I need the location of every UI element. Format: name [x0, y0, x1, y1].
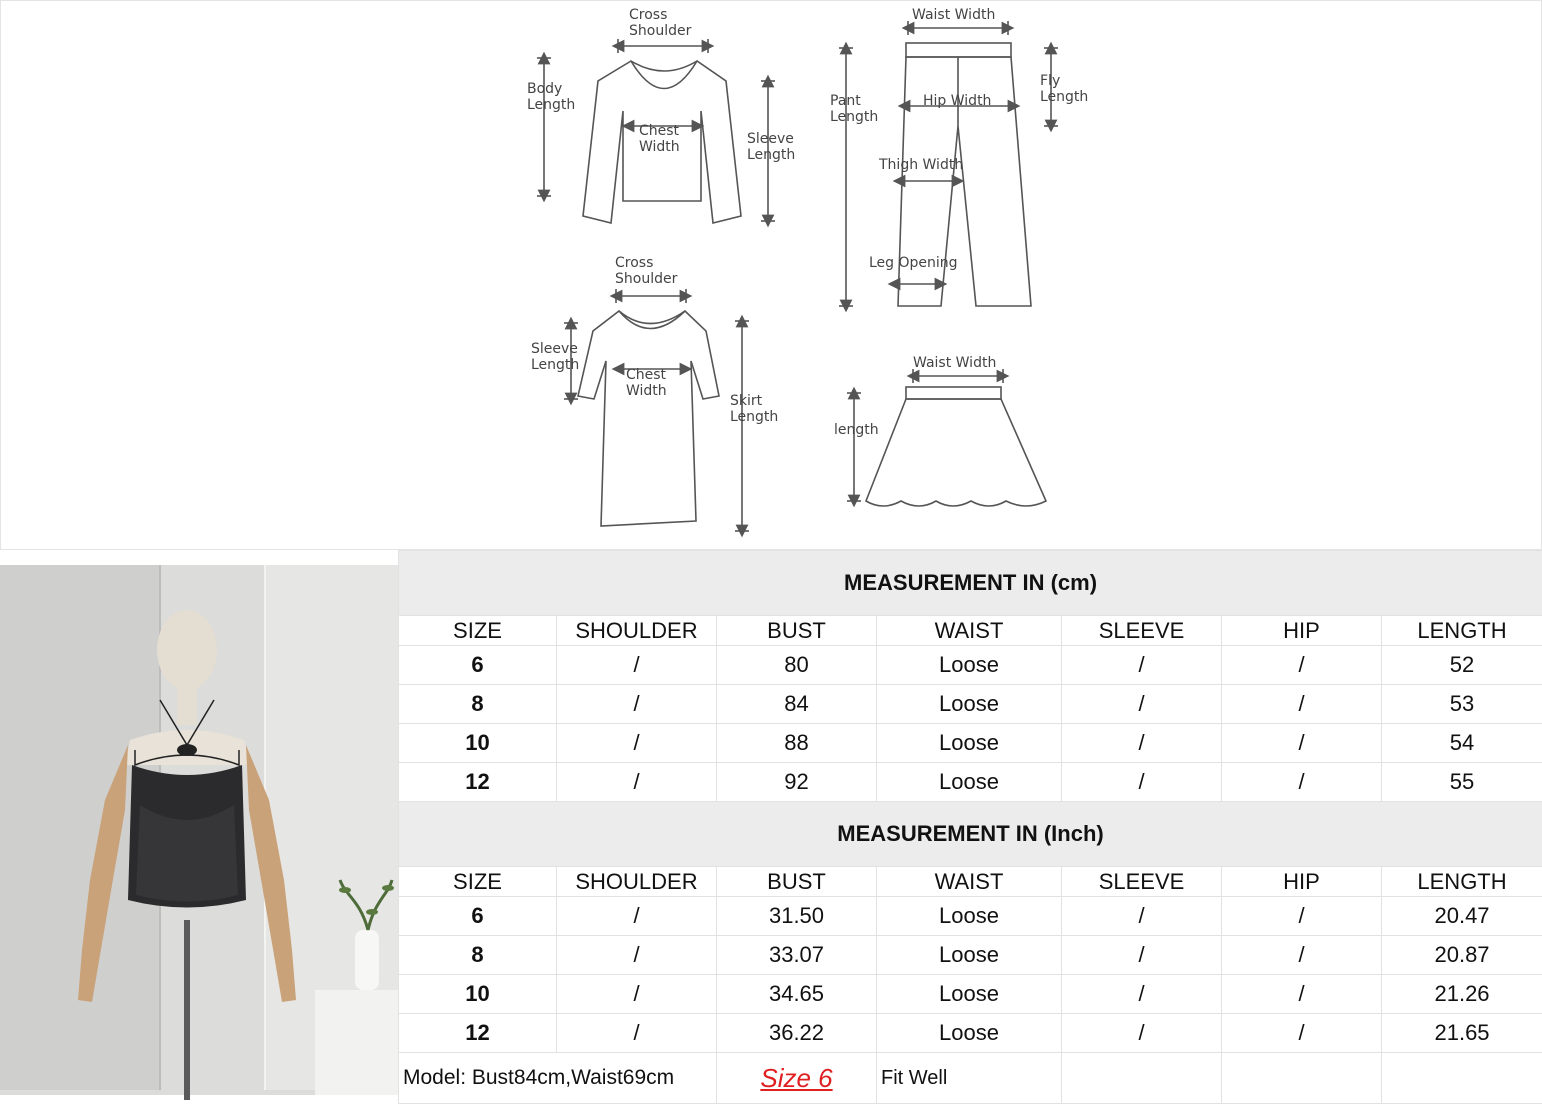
dress-label: Skirt [730, 393, 763, 409]
table-cell: 88 [717, 724, 877, 763]
pants-label: Length [1040, 89, 1088, 105]
size-cell: 6 [399, 646, 557, 685]
table-header-row [399, 867, 1542, 897]
table-title-cm: MEASUREMENT IN (cm) [399, 551, 1542, 616]
model-fit: Fit Well [877, 1053, 1062, 1104]
size-cell: 6 [399, 897, 557, 936]
column-header: SIZE [399, 616, 557, 646]
table-cell: 53 [1382, 685, 1542, 724]
table-cell: / [1222, 763, 1382, 802]
dress-label: Cross [615, 255, 653, 271]
skirt-label: length [834, 422, 879, 438]
empty-cell [1222, 1053, 1382, 1104]
dress-diagram [564, 289, 749, 531]
table-cell: / [1222, 646, 1382, 685]
column-header: LENGTH [1382, 616, 1542, 646]
table-row [399, 897, 1542, 936]
column-header: BUST [717, 867, 877, 897]
table-cell: 36.22 [717, 1014, 877, 1053]
table-cell: / [1222, 897, 1382, 936]
dress-label: Width [626, 383, 667, 399]
table-cell: / [1062, 897, 1222, 936]
shirt-label: Sleeve [747, 131, 794, 147]
dress-label: Shoulder [615, 271, 678, 287]
table-header-row [399, 616, 1542, 646]
table-row [399, 1014, 1542, 1053]
table-cell: Loose [877, 975, 1062, 1014]
column-header: SIZE [399, 867, 557, 897]
column-header: SHOULDER [557, 616, 717, 646]
size-cell: 8 [399, 936, 557, 975]
shirt-label: Chest [639, 123, 680, 139]
table-cell: 20.87 [1382, 936, 1542, 975]
table-cell: / [557, 685, 717, 724]
column-header: SHOULDER [557, 867, 717, 897]
table-cell: 31.50 [717, 897, 877, 936]
table-cell: Loose [877, 936, 1062, 975]
size-cell: 12 [399, 763, 557, 802]
table-cell: / [1062, 936, 1222, 975]
table-cell: 52 [1382, 646, 1542, 685]
size-cell: 10 [399, 724, 557, 763]
model-measurements: Model: Bust84cm,Waist69cm [399, 1053, 717, 1104]
table-cell: Loose [877, 724, 1062, 763]
pants-label: Waist Width [912, 7, 995, 23]
table-cell: 84 [717, 685, 877, 724]
shirt-label: Length [527, 97, 575, 113]
size-cell: 8 [399, 685, 557, 724]
table-cell: 92 [717, 763, 877, 802]
table-cell: / [1222, 685, 1382, 724]
shirt-label: Width [639, 139, 680, 155]
table-cell: / [557, 763, 717, 802]
product-photo [0, 550, 398, 1105]
column-header: SLEEVE [1062, 867, 1222, 897]
table-cell: / [1062, 1014, 1222, 1053]
pants-label: Fly [1040, 73, 1060, 89]
table-cell: Loose [877, 646, 1062, 685]
table-cell: / [557, 936, 717, 975]
pants-label: Hip Width [923, 93, 991, 109]
pants-label: Leg Opening [869, 255, 958, 271]
model-info-row [399, 1053, 1542, 1104]
empty-cell [1382, 1053, 1542, 1104]
column-header: WAIST [877, 616, 1062, 646]
table-cell: / [1222, 724, 1382, 763]
measurement-diagram-panel [0, 0, 1542, 550]
table-cell: 34.65 [717, 975, 877, 1014]
dress-label: Length [531, 357, 579, 373]
table-cell: 21.26 [1382, 975, 1542, 1014]
table-cell: / [1062, 763, 1222, 802]
table-cell: 54 [1382, 724, 1542, 763]
table-cell: / [1062, 646, 1222, 685]
table-row [399, 763, 1542, 802]
shirt-label: Length [747, 147, 795, 163]
table-cell: / [1222, 1014, 1382, 1053]
skirt-label: Waist Width [913, 355, 996, 371]
table-cell: 21.65 [1382, 1014, 1542, 1053]
table-cell: / [557, 1014, 717, 1053]
size-chart-table [398, 550, 1542, 1104]
mannequin-photo-illustration [0, 550, 398, 1105]
table-cell: / [557, 724, 717, 763]
column-header: HIP [1222, 867, 1382, 897]
column-header: BUST [717, 616, 877, 646]
empty-cell [1062, 1053, 1222, 1104]
column-header: WAIST [877, 867, 1062, 897]
shirt-label: Shoulder [629, 23, 692, 39]
table-title-row [399, 802, 1542, 867]
model-size: Size 6 [717, 1053, 877, 1104]
table-cell: 80 [717, 646, 877, 685]
pants-label: Length [830, 109, 878, 125]
table-cell: / [1222, 975, 1382, 1014]
column-header: LENGTH [1382, 867, 1542, 897]
size-cell: 10 [399, 975, 557, 1014]
table-cell: 33.07 [717, 936, 877, 975]
pants-label: Pant [830, 93, 861, 109]
table-cell: / [557, 646, 717, 685]
table-cell: Loose [877, 685, 1062, 724]
table-cell: / [557, 975, 717, 1014]
column-header: HIP [1222, 616, 1382, 646]
table-cell: / [1062, 724, 1222, 763]
shirt-label: Body [527, 81, 562, 97]
table-cell: / [1222, 936, 1382, 975]
table-cell: Loose [877, 1014, 1062, 1053]
table-row [399, 975, 1542, 1014]
column-header: SLEEVE [1062, 616, 1222, 646]
table-cell: Loose [877, 897, 1062, 936]
measurement-diagrams [1, 1, 1542, 551]
shirt-label: Cross [629, 7, 667, 23]
table-cell: / [1062, 685, 1222, 724]
dress-label: Chest [626, 367, 667, 383]
table-cell: / [1062, 975, 1222, 1014]
table-cell: Loose [877, 763, 1062, 802]
table-row [399, 646, 1542, 685]
table-row [399, 936, 1542, 975]
table-cell: / [557, 897, 717, 936]
size-cell: 12 [399, 1014, 557, 1053]
table-title-row [399, 551, 1542, 616]
table-title-inch: MEASUREMENT IN (Inch) [399, 802, 1542, 867]
table-cell: 55 [1382, 763, 1542, 802]
table-row [399, 685, 1542, 724]
table-cell: 20.47 [1382, 897, 1542, 936]
dress-label: Length [730, 409, 778, 425]
table-row [399, 724, 1542, 763]
dress-label: Sleeve [531, 341, 578, 357]
pants-label: Thigh Width [878, 157, 963, 173]
